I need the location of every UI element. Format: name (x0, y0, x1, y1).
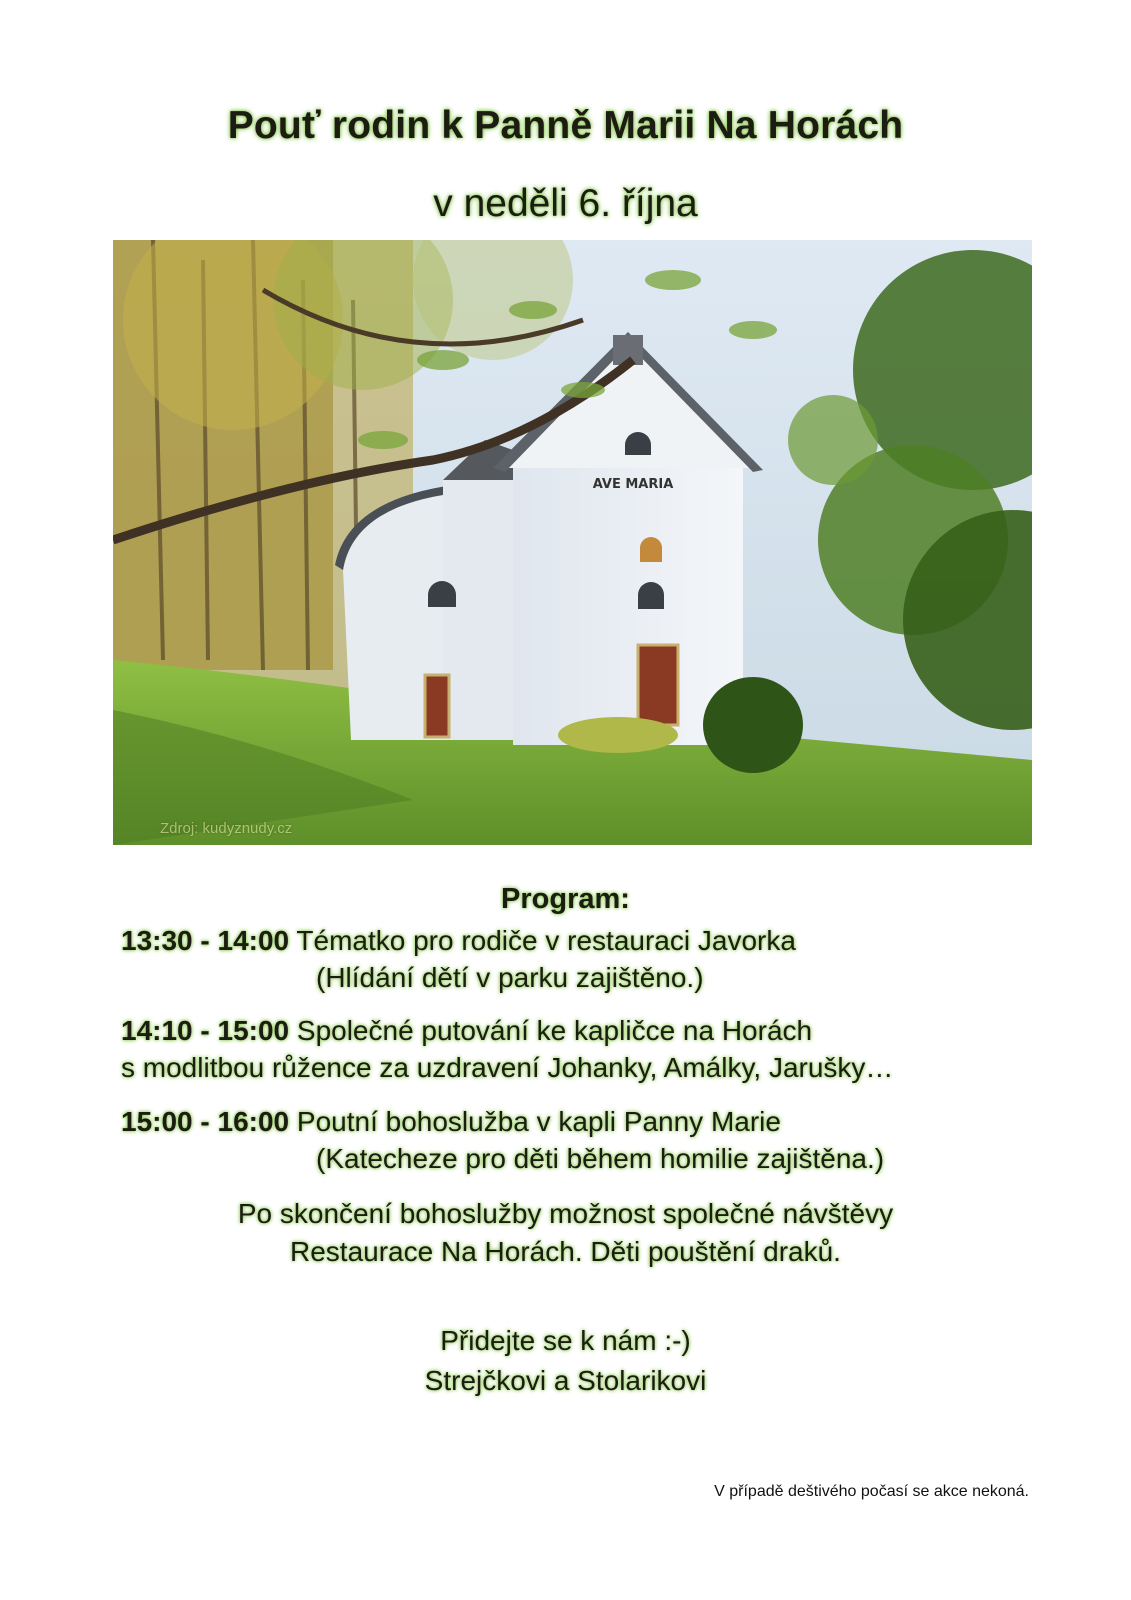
program-item-1-detail: (Hlídání dětí v parku zajištěno.) (316, 962, 704, 993)
program-item-1-text: Tématko pro rodiče v restauraci Javorka (296, 925, 796, 956)
after-mass-line-2: Restaurace Na Horách. Děti pouštění draků. (290, 1236, 841, 1267)
program-item-3 (121, 1106, 781, 1138)
program-item-1 (121, 925, 796, 957)
program-item-2-time: 14:10 - 15:00 (121, 1015, 290, 1046)
closing-invitation: Přidejte se k nám :-) (440, 1325, 691, 1356)
program-heading: Program: (501, 883, 630, 915)
program-item-1-time: 13:30 - 14:00 (121, 925, 290, 956)
poster-date: v neděli 6. října (433, 182, 698, 225)
program-item-3-detail: (Katecheze pro děti během homilie zajištěna.) (316, 1143, 885, 1174)
closing-signature: Strejčkovi a Stolarikovi (424, 1365, 707, 1396)
chapel-photo (113, 240, 1032, 845)
program-item-2 (121, 1015, 812, 1047)
weather-note: V případě deštivého počasí se akce nekoná. (714, 1483, 1029, 1500)
program-item-2-detail: s modlitbou růžence za uzdravení Johanky, Amálky, Jarušky… (121, 1052, 894, 1083)
photo-inscription: AVE MARIA (592, 477, 674, 492)
program-item-3-time: 15:00 - 16:00 (121, 1106, 290, 1137)
program-item-2-text: Společné putování ke kapličce na Horách (296, 1015, 813, 1046)
photo-caption: Zdroj: kudyznudy.cz (160, 820, 293, 837)
after-mass-line-1: Po skončení bohoslužby možnost společné návštěvy (237, 1198, 894, 1229)
poster-title: Pouť rodin k Panně Marii Na Horách (227, 104, 904, 147)
program-item-3-text: Poutní bohoslužba v kapli Panny Marie (296, 1106, 781, 1137)
